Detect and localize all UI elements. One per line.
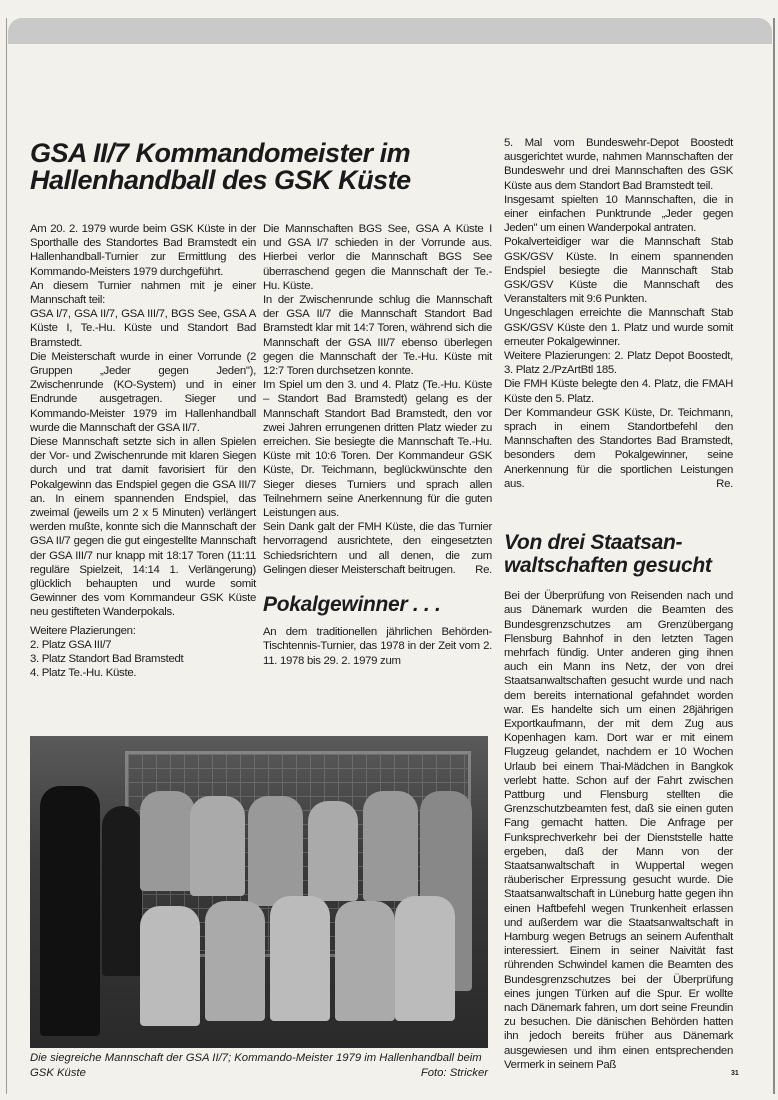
paragraph: An dem traditionellen jährlichen Behörden-Tischtennis-Turnier, das 1978 in der Zeit vom 2. 11. 1978 bis 29. 2. 1979 zum: [263, 626, 492, 667]
right-column: [504, 136, 733, 1072]
paragraph: GSA I/7, GSA II/7, GSA III/7, BGS See, GSA A Küste I, Te.-Hu. Küste und Standort Bad Bramstedt.: [30, 308, 256, 349]
paragraph: Am 20. 2. 1979 wurde beim GSK Küste in der Sporthalle des Standortes Bad Bramstedt ein Hallenhandball-Turnier zur Ermittlung des Kommando-Meisters 1979 durchgeführt.: [30, 223, 256, 278]
title-line-2: Hallenhandball des GSK Küste: [30, 165, 411, 195]
page-header-bar: [8, 18, 772, 44]
player-figure: [40, 786, 100, 1036]
section-title-pokalgewinner: Pokalgewinner . . .: [263, 593, 441, 617]
article-title: [30, 140, 490, 194]
section-title-staatsanwaltschaften: [504, 531, 733, 577]
player-figure: [190, 796, 245, 896]
paragraph: Weitere Plazierungen: 2. Platz Depot Boostedt, 3. Platz 2./PzArtBtl 185.: [504, 350, 733, 377]
player-figure: [335, 901, 395, 1021]
placement-item: 2. Platz GSA III/7: [30, 638, 112, 651]
placements-heading: Weitere Plazierungen:: [30, 624, 136, 637]
paragraph: Die Meisterschaft wurde in einer Vorrunde (2 Gruppen „Jeder gegen Jeden"), Zwischenrunde (KO-System) und in einer Endrunde ausgetragen. Sieger und Kommando-Meister 1979 im Hallenhandball wurde die Mannschaft der GSA II/7.: [30, 350, 256, 434]
player-figure: [270, 896, 330, 1021]
paragraph: Insgesamt spielten 10 Mannschaften, die in einer einfachen Punktrunde „Jeder gegen Jeden" um einen Wanderpokal antraten.: [504, 193, 733, 235]
middle-column: [263, 222, 492, 668]
left-column: [30, 222, 256, 681]
player-figure: [308, 801, 358, 901]
paragraph: An diesem Turnier nahmen mit je einer Mannschaft teil:: [30, 279, 256, 307]
player-figure: [248, 796, 303, 906]
team-photo: [30, 736, 488, 1048]
player-figure: [140, 791, 195, 891]
photo-credit: Foto: Stricker: [420, 1066, 488, 1079]
paragraph: 5. Mal vom Bundeswehr-Depot Boostedt ausgerichtet wurde, nahmen Mannschaften der Bundeswehr und drei Mannschaften des GSK Küste aus dem Standort Bad Bramstedt teil.: [504, 137, 733, 192]
paragraph: In der Zwischenrunde schlug die Mannschaft der GSA II/7 die Mannschaft Standort Bad Bramstedt klar mit 14:7 Toren, während sich die Mannschaft der GSA III/7 ebenso überlegen gegen die Mannschaft der Te.-Hu. Küste mit 12:7 Toren durchsetzen konnte.: [263, 294, 492, 378]
title-line-1: GSA II/7 Kommandomeister im: [30, 138, 411, 168]
signature: Re.: [475, 563, 492, 576]
player-figure: [363, 791, 418, 901]
paragraph: Im Spiel um den 3. und 4. Platz (Te.-Hu. Küste – Standort Bad Bramstedt) gelang es der Mannschaft Standort Bad Bramstedt, den vor zwei Jahren errungenen dritten Platz wieder zu erreichen. Sie besiegte die Mannschaft Te.-Hu. Küste mit 10:6 Toren. Der Kommandeur GSK Küste, Dr. Teichmann, beglückwünschte den Sieger dieses Turniers und sprach allen Teilnehmern seine Anerkennung für die guten Leistungen aus.: [263, 379, 492, 520]
title-line-1: Von drei Staatsan-: [504, 531, 683, 555]
photo-caption: [30, 1051, 488, 1080]
paragraph: Bei der Überprüfung von Reisenden nach und aus Dänemark wurden die Beamten des Bundesgrenzschutzes am Grenzübergang Flensburg Bahnhof in den letzten Tagen mehrfach fündig. Unter anderen ging ihnen auch ein Mann ins Netz, der von drei Staatsanwaltschaften gesucht wurde und nach dem bereits international gefahndet worden war. Es handelte sich um einen 28jährigen Exportkaufmann, der mit dem Zug aus Kopenhagen kam. Dort war er mit einem Flugzeug gelandet, nachdem er 10 Wochen Urlaub bei einem Thai-Mädchen in Bangkok verlebt hatte. Schon auf der Fahrt zwischen Pattburg und Flensburg stellten die Grenzschutzbeamten fest, daß sie einen guten Fang gemacht hatten. Die Anfrage per Funksprechverkehr bei der Dienststelle hatte ergeben, daß der Mann von der Staatsanwaltschaft in Wuppertal wegen räuberischer Erpressung gesucht wurde. Die Staatsanwaltschaft in Lüneburg hatte gegen ihn einen Haftbefehl wegen Trunkenheit erlassen und außerdem war die Staatsanwaltschaft in Hamburg wegen Betrugs an seinem Aufenthalt interessiert. Einem in seiner Naivität fast rührenden Schwindel kamen die Beamten des Bundesgrenzschutzes bei der Überprüfung eines jungen Türken auf die Spur. Er wollte nach Dänemark fahren, um dort seine Freundin zu besuchen. Die dänischen Behörden hatten ihn jedoch bereits früher aus Dänemark ausgewiesen und ihm einen entsprechenden Vermerk in seinem Paß: [504, 590, 733, 1071]
player-figure: [140, 906, 200, 1026]
paragraph: Sein Dank galt der FMH Küste, die das Turnier hervorragend ausrichtete, den eingesetzten Schiedsrichtern und all denen, die zum Gelingen dieser Meisterschaft beitrugen.: [263, 521, 492, 576]
player-figure: [205, 901, 265, 1021]
paragraph: Diese Mannschaft setzte sich in allen Spielen der Vor- und Zwischenrunde mit klaren Siegen durch und trat damit favorisiert für den Pokalgewinn das Endspiel gegen die GSA III/7 an. In einem spannenden Endspiel, das zweimal (jeweils um 2 x 5 Minuten) verlängert werden mußte, konnte sich die Mannschaft der GSA II/7 gegen die gut eingestellte Mannschaft der GSA III/7 nur knapp mit 18:17 Toren (11:11 reguläre Spielzeit, 14:14 1. Verlängerung) glücklich behaupten und wurde somit Gewinner des vom Kommandeur GSK Küste neu gestifteten Wanderpokals.: [30, 436, 256, 619]
paragraph: Die FMH Küste belegte den 4. Platz, die FMAH Küste den 5. Platz.: [504, 378, 733, 405]
page-number: 31: [731, 1070, 739, 1077]
paragraph: Der Kommandeur GSK Küste, Dr. Teichmann, sprach in einem Standortbefehl den Mannschaften des Standortes Bad Bramstedt, besonders dem Pokalgewinner, seine Anerkennung für die sportlichen Leistungen aus.: [504, 406, 733, 490]
title-line-2: waltschaften gesucht: [504, 554, 712, 578]
player-figure: [395, 896, 455, 1021]
paragraph: Die Mannschaften BGS See, GSA A Küste I und GSA I/7 schieden in der Vorrunde aus. Hierbei verlor die Mannschaft BGS See überraschend gegen die Mannschaft der Te.-Hu. Küste.: [263, 223, 492, 292]
player-figure: [102, 806, 142, 976]
signature: Re.: [716, 477, 733, 490]
paragraph: Pokalverteidiger war die Mannschaft Stab GSK/GSV Küste. In einem spannenden Endspiel besiegte die Mannschaft Stab GSK/GSV Küste die Mannschaft des Veranstalters mit 9:6 Punkten.: [504, 236, 733, 306]
placement-item: 4. Platz Te.-Hu. Küste.: [30, 667, 137, 680]
placement-item: 3. Platz Standort Bad Bramstedt: [30, 653, 184, 666]
caption-text: Die siegreiche Mannschaft der GSA II/7; Kommando-Meister 1979 im Hallenhandball beim GSK Küste: [30, 1052, 482, 1079]
paragraph: Ungeschlagen erreichte die Mannschaft Stab GSK/GSV Küste den 1. Platz und wurde somit erneuter Pokalgewinner.: [504, 307, 733, 348]
